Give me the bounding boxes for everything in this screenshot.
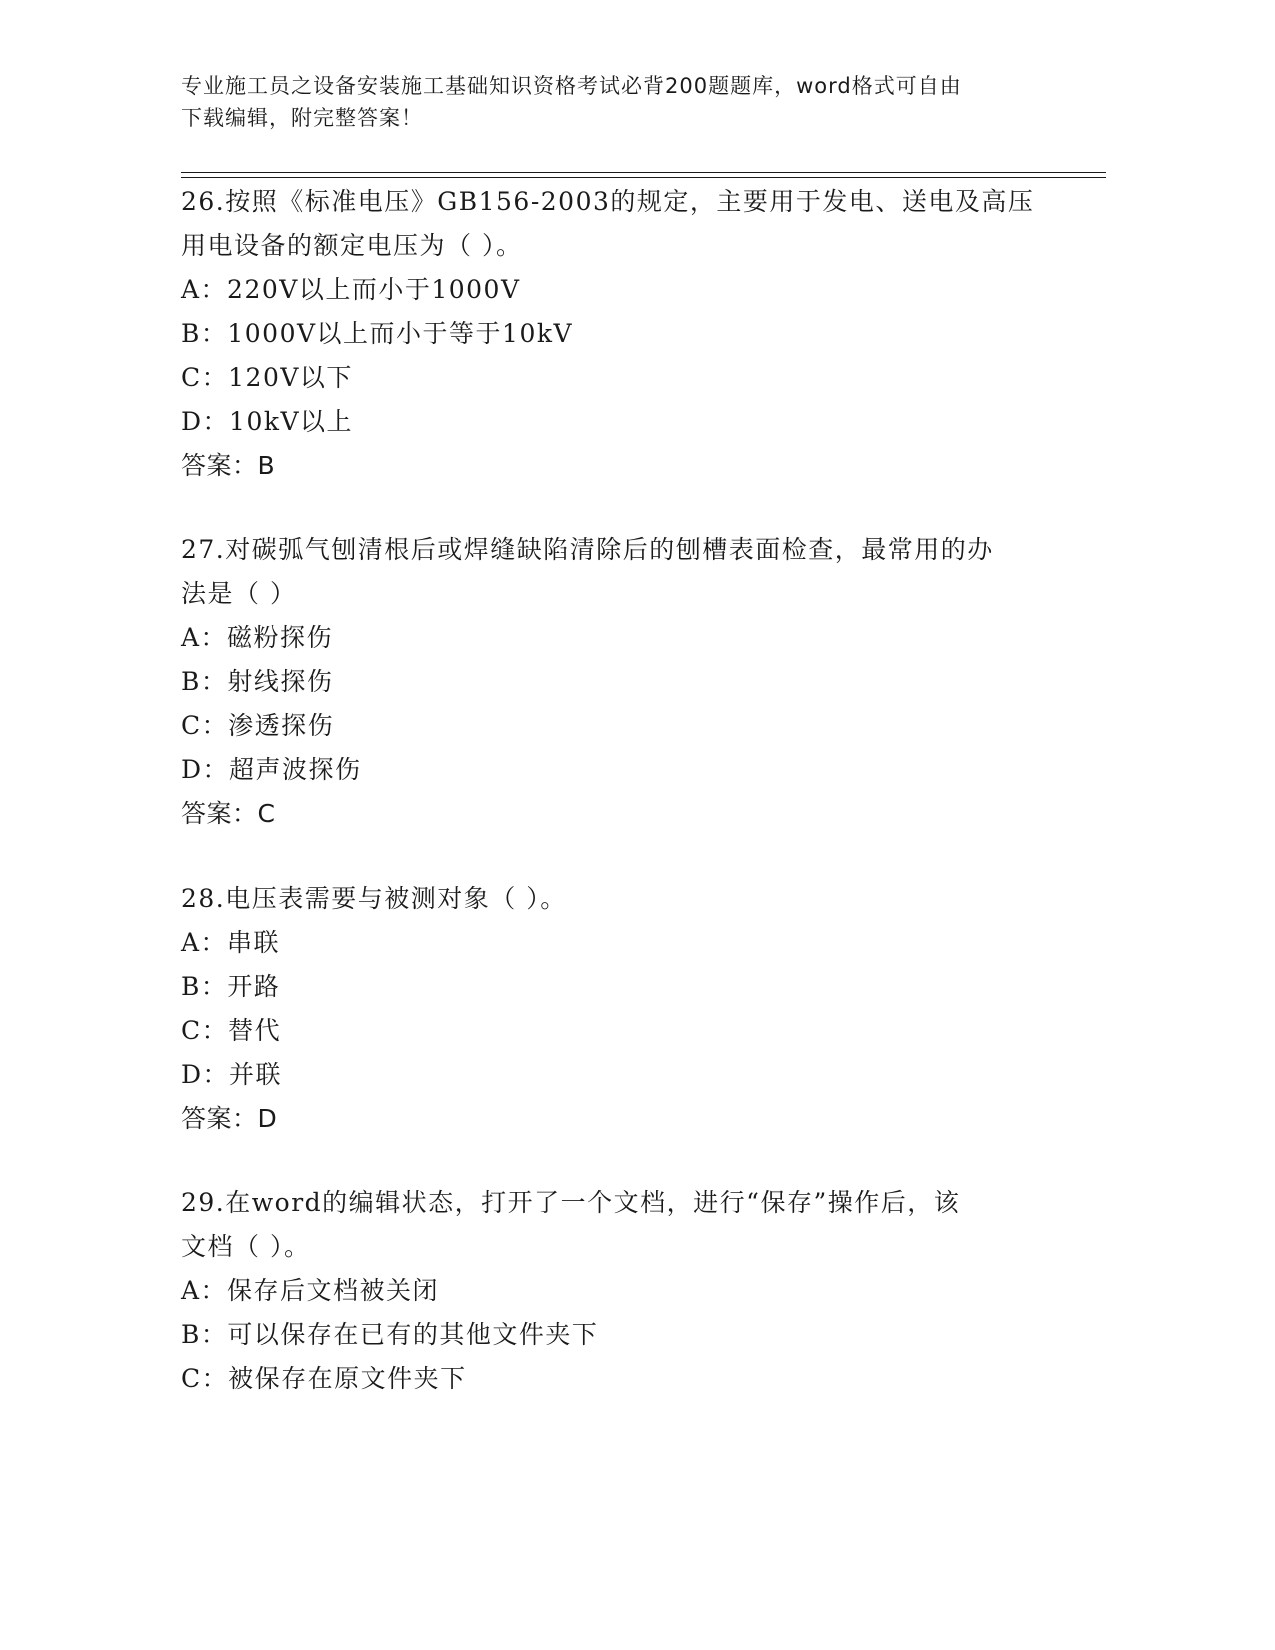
option-a: A：串联 xyxy=(181,928,281,957)
option-a: A：磁粉探伤 xyxy=(181,623,334,652)
question-27 xyxy=(181,528,1061,836)
answer-label: 答案：C xyxy=(181,799,276,828)
header-rule-top xyxy=(181,172,1106,173)
question-26 xyxy=(181,180,1061,488)
option-d: D：并联 xyxy=(181,1060,283,1089)
option-b: B：开路 xyxy=(181,972,281,1001)
option-a: A：保存后文档被关闭 xyxy=(181,1276,440,1305)
header-line-2: 下载编辑，附完整答案！ xyxy=(181,106,423,130)
option-a: A：220V以上而小于1000V xyxy=(181,275,521,304)
question-stem-line: 27.对碳弧气刨清根后或焊缝缺陷清除后的刨槽表面检查，最常用的办 xyxy=(181,535,994,564)
header-line-1: 专业施工员之设备安装施工基础知识资格考试必背200题题库，word格式可自由 xyxy=(181,74,962,98)
question-stem-line: 文档（ ）。 xyxy=(181,1232,311,1261)
option-b: B：射线探伤 xyxy=(181,667,334,696)
header-rule-bottom xyxy=(181,177,1106,178)
question-29 xyxy=(181,1181,1061,1401)
answer-label: 答案：B xyxy=(181,451,276,480)
option-d: D：超声波探伤 xyxy=(181,755,362,784)
question-stem-line: 法是（ ） xyxy=(181,579,297,608)
question-stem-line: 29.在word的编辑状态，打开了一个文档，进行“保存”操作后，该 xyxy=(181,1188,961,1217)
option-b: B：可以保存在已有的其他文件夹下 xyxy=(181,1320,599,1349)
document-header xyxy=(181,70,1061,134)
question-stem-line: 用电设备的额定电压为（ ）。 xyxy=(181,231,523,260)
option-b: B：1000V以上而小于等于10kV xyxy=(181,319,574,348)
option-d: D：10kV以上 xyxy=(181,407,354,436)
option-c: C：被保存在原文件夹下 xyxy=(181,1364,467,1393)
question-stem-line: 26.按照《标准电压》GB156-2003的规定，主要用于发电、送电及高压 xyxy=(181,187,1035,216)
option-c: C：渗透探伤 xyxy=(181,711,335,740)
answer-label: 答案：D xyxy=(181,1104,278,1133)
question-28 xyxy=(181,877,1061,1141)
question-stem-line: 28.电压表需要与被测对象（ ）。 xyxy=(181,884,567,913)
option-c: C：替代 xyxy=(181,1016,282,1045)
option-c: C：120V以下 xyxy=(181,363,353,392)
